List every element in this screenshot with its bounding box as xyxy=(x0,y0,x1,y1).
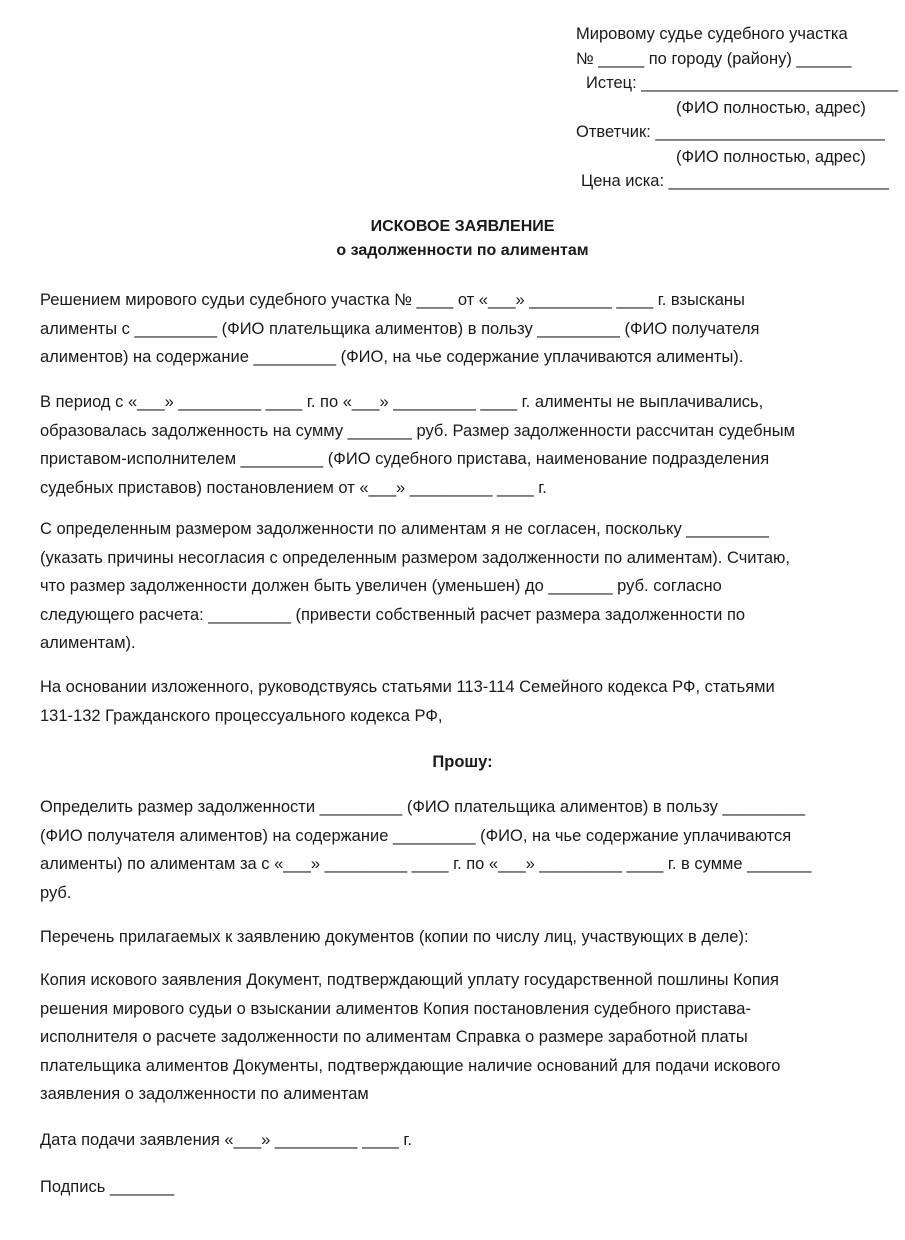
text-line: следующего расчета: _________ (привести собственный расчет размера задолженности по xyxy=(40,605,746,624)
text-line: (указать причины несогласия с определенным размером задолженности по алиментам). Считаю, xyxy=(40,548,791,567)
text-line: (ФИО получателя алиментов) на содержание _________ (ФИО, на чье содержание уплачиваются xyxy=(40,826,792,845)
text-line: заявления о задолженности по алиментам xyxy=(40,1085,369,1103)
text-line: исполнителя о расчете задолженности по алиментам Справка о размере заработной платы xyxy=(40,1028,748,1046)
addressee-court-line: Мировому судье судебного участка xyxy=(576,25,848,43)
text-line: Решением мирового судьи судебного участка № ____ от «___» _________ ____ г. взысканы xyxy=(40,291,745,309)
text-line: В период с «___» _________ ____ г. по «___» _________ ____ г. алименты не выплачивались, xyxy=(40,393,764,411)
text-line: образовалась задолженность на сумму _______ руб. Размер задолженности рассчитан судебным xyxy=(40,421,795,440)
text-line: что размер задолженности должен быть увеличен (уменьшен) до _______ руб. согласно xyxy=(40,577,722,595)
text-line: Определить размер задолженности _________ (ФИО плательщика алиментов) в пользу _________ xyxy=(40,798,806,816)
addressee-block xyxy=(576,22,899,194)
addressee-district-line: № _____ по городу (району) ______ xyxy=(576,49,852,68)
document-subtitle: о задолженности по алиментам xyxy=(336,242,589,259)
text-line: плательщика алиментов Документы, подтверждающие наличие оснований для подачи искового xyxy=(40,1056,781,1075)
text-line: руб. xyxy=(40,883,72,902)
text-line: Дата подачи заявления «___» _________ ____ г. xyxy=(40,1131,412,1149)
text-line: Подпись _______ xyxy=(40,1178,175,1196)
signature-line xyxy=(40,1173,880,1202)
request-heading: Прошу: xyxy=(432,753,493,771)
text-line: приставом-исполнителем _________ (ФИО судебного пристава, наименование подразделения xyxy=(40,450,770,468)
plaintiff-line: Истец: ____________________________ xyxy=(586,74,899,92)
text-line: 131-132 Гражданского процессуального кодекса РФ, xyxy=(40,706,443,725)
plaintiff-hint: (ФИО полностью, адрес) xyxy=(676,98,866,117)
paragraph-legal-basis xyxy=(40,673,880,730)
paragraph-debt-period xyxy=(40,388,880,502)
paragraph-disagreement xyxy=(40,515,880,658)
paragraph-attachments-heading xyxy=(40,923,880,952)
defendant-line: Ответчик: _________________________ xyxy=(576,123,885,141)
paragraph-attachments-list xyxy=(40,966,880,1109)
text-line: Перечень прилагаемых к заявлению документов (копии по числу лиц, участвующих в деле): xyxy=(40,928,749,946)
claim-price-line: Цена иска: ________________________ xyxy=(581,172,889,190)
text-line: решения мирового судьи о взыскании алиментов Копия постановления судебного пристава- xyxy=(40,999,751,1018)
filing-date-line xyxy=(40,1126,880,1155)
paragraph-court-decision xyxy=(40,286,880,372)
document-title: ИСКОВОЕ ЗАЯВЛЕНИЕ xyxy=(370,218,555,235)
text-line: алименты) по алиментам за с «___» _________ ____ г. по «___» _________ ____ г. в сумме _______ xyxy=(40,855,812,873)
text-line: судебных приставов) постановлением от «___» _________ ____ г. xyxy=(40,478,547,497)
text-line: На основании изложенного, руководствуясь статьями 113-114 Семейного кодекса РФ, статьями xyxy=(40,678,775,696)
paragraph-request xyxy=(40,793,880,907)
text-line: алиментов) на содержание _________ (ФИО, на чье содержание уплачиваются алименты). xyxy=(40,348,744,366)
defendant-hint: (ФИО полностью, адрес) xyxy=(676,147,866,166)
text-line: Копия искового заявления Документ, подтверждающий уплату государственной пошлины Копия xyxy=(40,971,779,989)
text-line: алиментам). xyxy=(40,634,136,652)
text-line: алименты с _________ (ФИО плательщика алиментов) в пользу _________ (ФИО получателя xyxy=(40,319,760,338)
text-line: С определенным размером задолженности по алиментам я не согласен, поскольку _________ xyxy=(40,520,769,538)
